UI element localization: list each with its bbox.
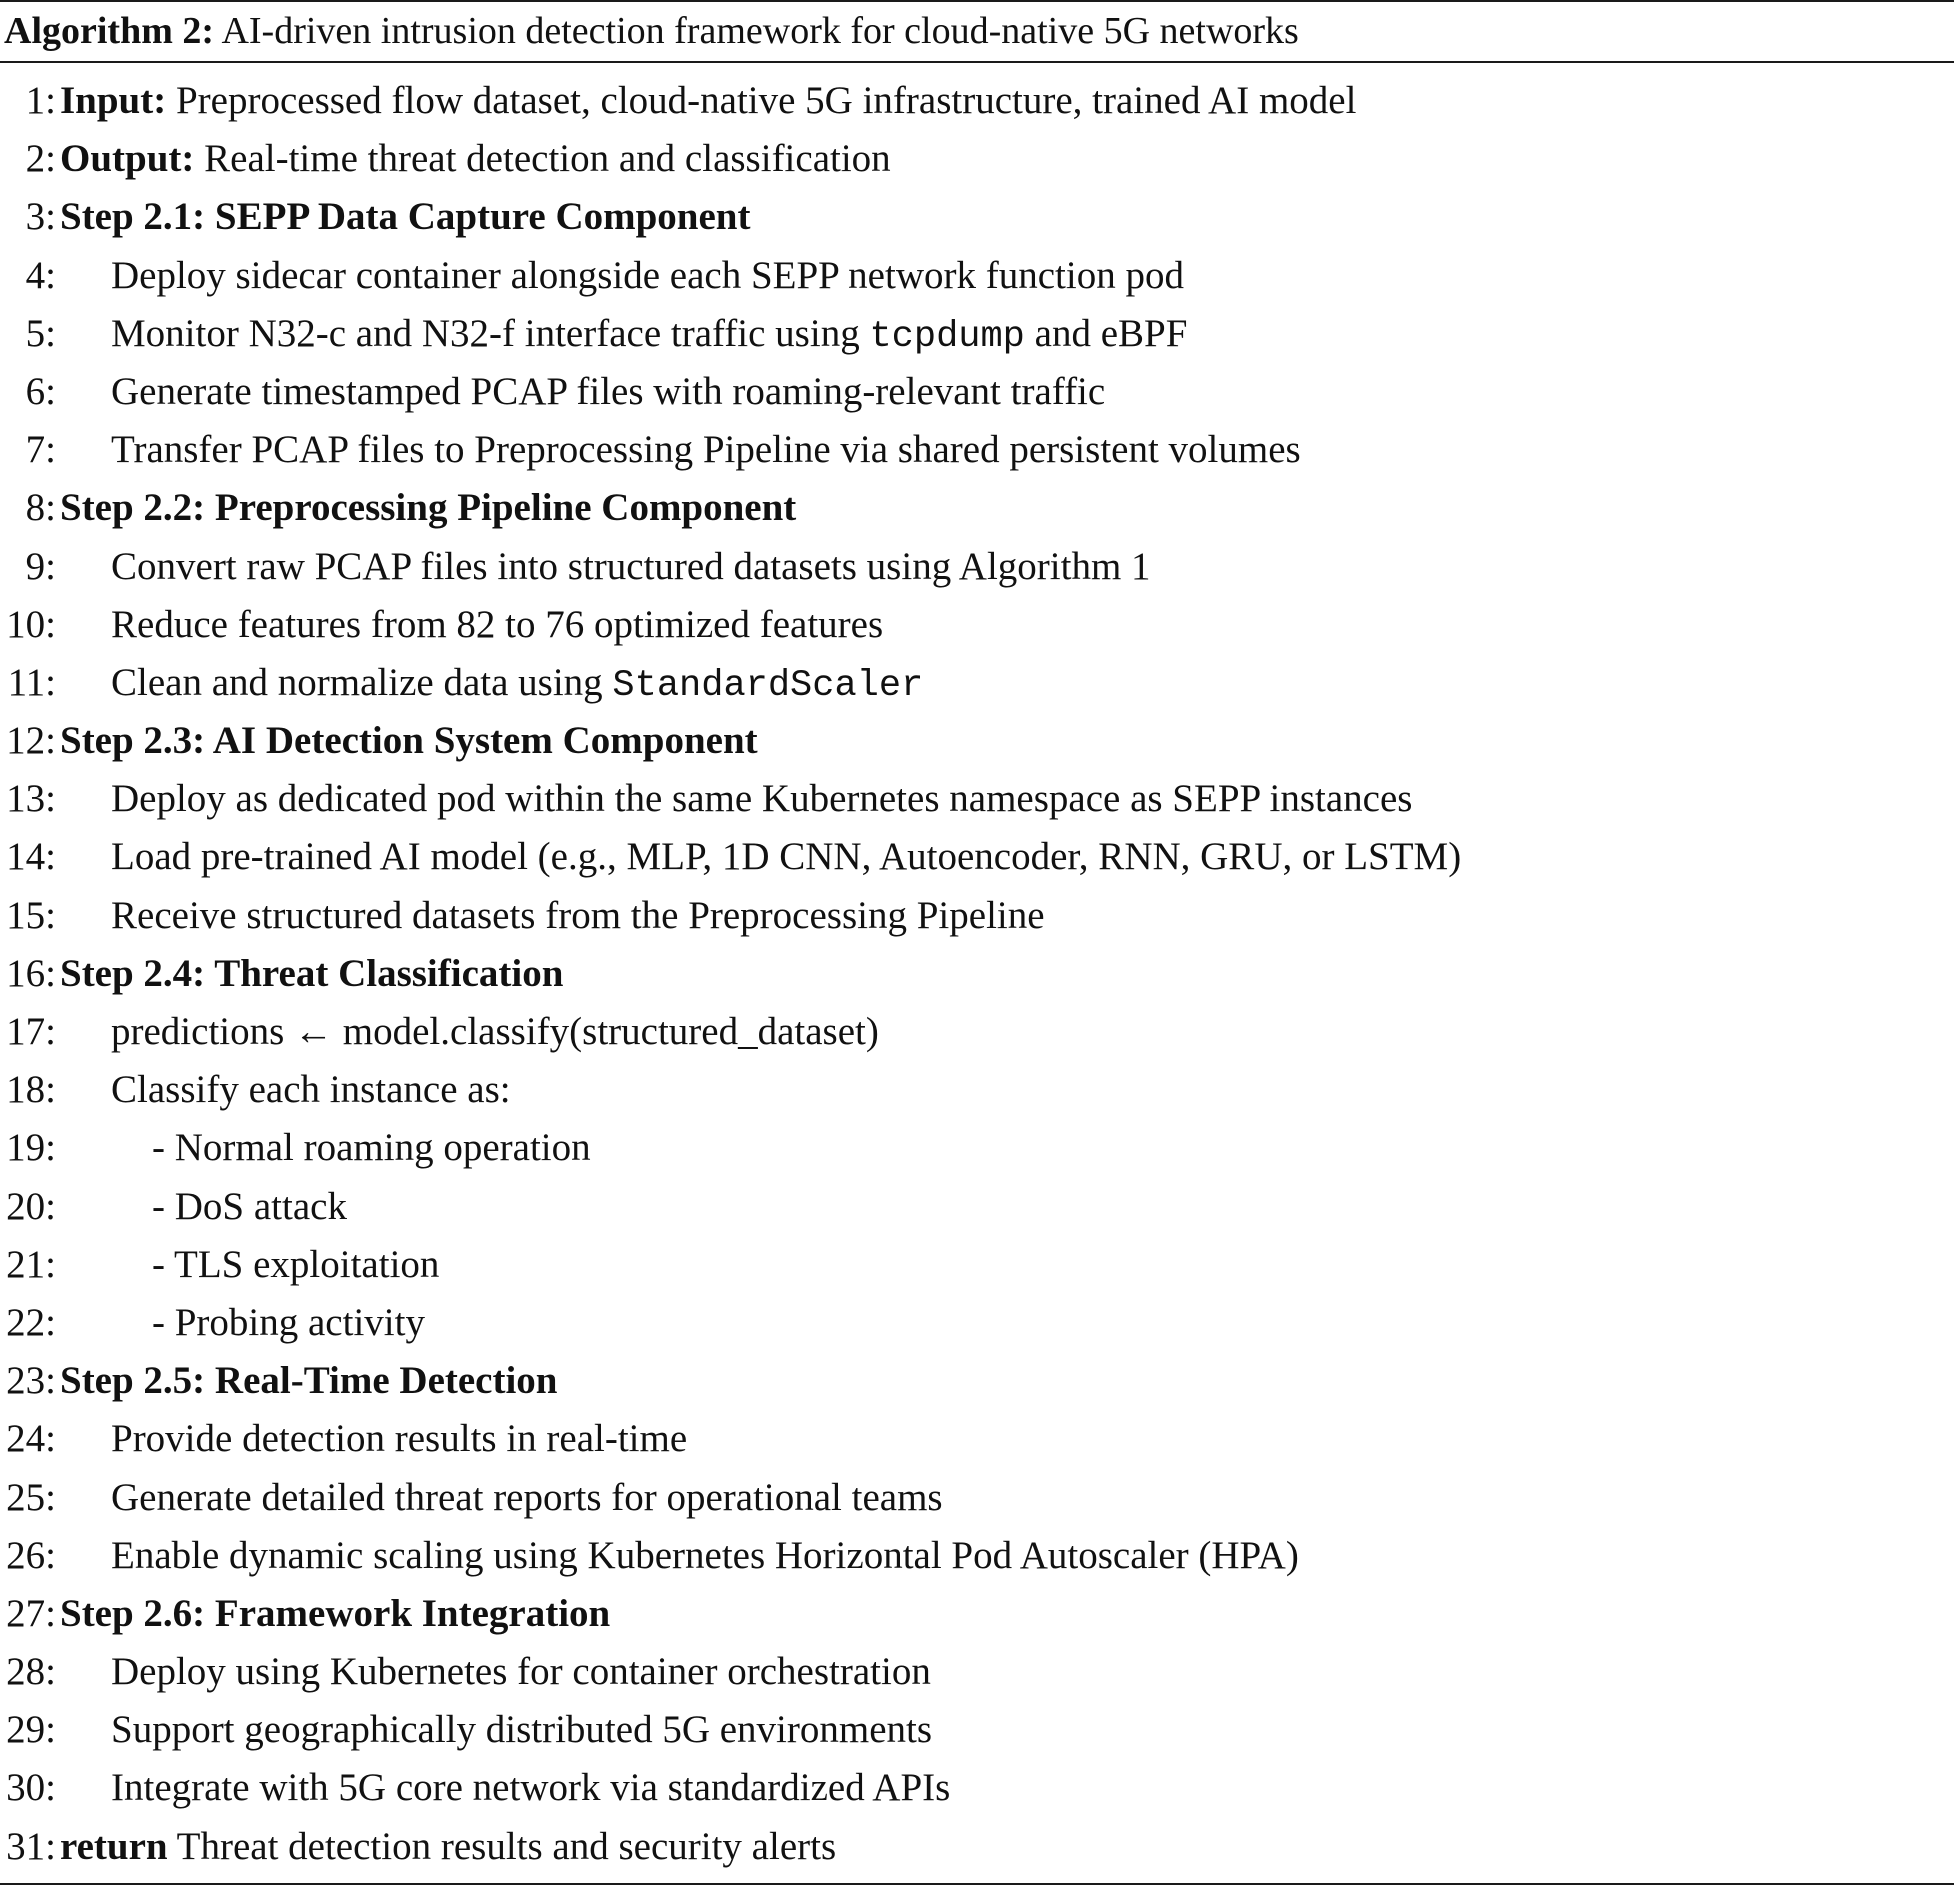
algorithm-line-8 [0, 479, 1954, 537]
line-number: 15: [6, 893, 56, 937]
step-heading: Step 2.2: Preprocessing Pipeline Component [60, 486, 797, 530]
list-item: - Normal roaming operation [152, 1126, 591, 1170]
algorithm-line-1 [0, 72, 1954, 130]
line-number: 11: [7, 660, 56, 704]
algorithm-title: AI-driven intrusion detection framework for cloud-native 5G networks [221, 10, 1299, 52]
top-rule [0, 0, 1954, 2]
algorithm-line-15 [0, 887, 1954, 945]
keyword: Input: [60, 79, 167, 122]
line-content [60, 945, 563, 1003]
line-text: Real-time threat detection and classification [194, 137, 891, 181]
line-content [60, 712, 758, 770]
algorithm-line-29 [0, 1701, 1954, 1759]
line-content [60, 130, 891, 188]
line-number: 21: [6, 1242, 56, 1286]
algorithm-lines [0, 72, 1954, 1876]
algorithm-line-3 [0, 188, 1954, 246]
algorithm-line-14 [0, 828, 1954, 886]
line-content [60, 1585, 610, 1643]
return-keyword: return [60, 1824, 168, 1868]
algorithm-line-26 [0, 1527, 1954, 1585]
line-number: 8: [25, 486, 56, 530]
algorithm-line-7 [0, 421, 1954, 479]
line-number: 19: [6, 1126, 56, 1170]
algorithm-line-20 [0, 1178, 1954, 1236]
line-text: Deploy as dedicated pod within the same Kubernetes namespace as SEPP instances [111, 777, 1413, 821]
line-number: 31: [6, 1824, 56, 1868]
bottom-rule [0, 1883, 1954, 1885]
algorithm-line-13 [0, 770, 1954, 828]
line-text: Generate detailed threat reports for operational teams [111, 1475, 943, 1519]
algorithm-line-22 [0, 1294, 1954, 1352]
line-number: 14: [6, 835, 56, 879]
line-text: predictions ← model.classify(structured_dataset) [111, 1010, 879, 1053]
line-number: 29: [6, 1708, 56, 1752]
line-text: Receive structured datasets from the Preprocessing Pipeline [111, 893, 1045, 937]
line-text: Convert raw PCAP files into structured datasets using Algorithm 1 [111, 544, 1151, 588]
line-text: Monitor N32-c and N32-f interface traffic using [111, 311, 870, 355]
algorithm-line-25 [0, 1469, 1954, 1527]
line-text: Transfer PCAP files to Preprocessing Pipeline via shared persistent volumes [111, 428, 1301, 472]
line-number: 25: [6, 1475, 56, 1519]
line-number: 18: [6, 1068, 56, 1112]
line-number: 26: [6, 1533, 56, 1577]
step-heading: Step 2.5: Real-Time Detection [60, 1359, 558, 1403]
line-number: 28: [6, 1650, 56, 1694]
algorithm-line-5 [0, 305, 1954, 363]
line-text: Threat detection results and security alerts [167, 1824, 837, 1868]
line-number: 3: [25, 195, 56, 239]
algorithm-line-10 [0, 596, 1954, 654]
algorithm-label: Algorithm 2: [4, 10, 215, 52]
step-heading: Step 2.1: SEPP Data Capture Component [60, 195, 751, 239]
code-token: tcpdump [869, 315, 1025, 358]
line-text: Clean and normalize data using [111, 660, 613, 704]
algorithm-line-27 [0, 1585, 1954, 1643]
algorithm-line-21 [0, 1236, 1954, 1294]
line-text: Generate timestamped PCAP files with roaming-relevant traffic [111, 369, 1106, 413]
line-text: Load pre-trained AI model (e.g., MLP, 1D CNN, Autoencoder, RNN, GRU, or LSTM) [111, 835, 1462, 879]
algorithm-line-6 [0, 363, 1954, 421]
algorithm-line-4 [0, 247, 1954, 305]
algorithm-line-19 [0, 1119, 1954, 1177]
line-number: 22: [6, 1300, 56, 1344]
line-text: Provide detection results in real-time [111, 1417, 688, 1461]
line-number: 13: [6, 777, 56, 821]
step-heading: Step 2.6: Framework Integration [60, 1591, 611, 1635]
line-content [60, 72, 1356, 130]
line-number: 24: [6, 1417, 56, 1461]
line-number: 30: [6, 1766, 56, 1810]
line-text-after: and eBPF [1024, 311, 1188, 355]
algorithm-line-30 [0, 1759, 1954, 1817]
algorithm-line-16 [0, 945, 1954, 1003]
line-number: 5: [25, 311, 56, 355]
line-text: Deploy using Kubernetes for container orchestration [111, 1650, 931, 1694]
line-text: Enable dynamic scaling using Kubernetes Horizontal Pod Autoscaler (HPA) [111, 1533, 1299, 1577]
line-text: Integrate with 5G core network via standardized APIs [111, 1766, 951, 1810]
line-content [111, 305, 1187, 366]
code-token: StandardScaler [612, 664, 924, 707]
algorithm-line-18 [0, 1061, 1954, 1119]
caption-rule [0, 61, 1954, 63]
line-text: Preprocessed flow dataset, cloud-native 5G infrastructure, trained AI model [166, 79, 1357, 122]
line-number: 27: [6, 1591, 56, 1635]
line-number: 7: [25, 428, 56, 472]
line-content [111, 654, 923, 715]
line-number: 23: [6, 1359, 56, 1403]
algorithm-caption [4, 6, 1299, 56]
line-text: Deploy sidecar container alongside each SEPP network function pod [111, 253, 1184, 297]
list-item: - Probing activity [152, 1300, 425, 1344]
algorithm-line-9 [0, 538, 1954, 596]
list-item: - TLS exploitation [152, 1242, 440, 1286]
algorithm-line-17 [0, 1003, 1954, 1061]
line-content [60, 1818, 836, 1876]
line-number: 6: [25, 369, 56, 413]
algorithm-line-11 [0, 654, 1954, 712]
line-number: 2: [25, 137, 56, 181]
line-number: 12: [6, 719, 56, 763]
line-number: 1: [25, 79, 56, 122]
line-content [60, 1352, 558, 1410]
line-text: Classify each instance as: [111, 1068, 511, 1112]
list-item: - DoS attack [152, 1184, 347, 1228]
step-heading: Step 2.3: AI Detection System Component [60, 719, 758, 763]
algorithm-line-31 [0, 1818, 1954, 1876]
step-heading: Step 2.4: Threat Classification [60, 951, 564, 995]
algorithm-line-24 [0, 1410, 1954, 1468]
line-content [60, 479, 796, 537]
line-number: 9: [25, 544, 56, 588]
line-number: 10: [6, 602, 56, 646]
line-text: Support geographically distributed 5G environments [111, 1708, 933, 1752]
algorithm-line-28 [0, 1643, 1954, 1701]
algorithm-line-2 [0, 130, 1954, 188]
line-number: 17: [6, 1010, 56, 1053]
line-text: Reduce features from 82 to 76 optimized features [111, 602, 884, 646]
line-number: 4: [25, 253, 56, 297]
line-number: 20: [6, 1184, 56, 1228]
algorithm-line-12 [0, 712, 1954, 770]
line-number: 16: [6, 951, 56, 995]
algorithm-line-23 [0, 1352, 1954, 1410]
line-content [60, 188, 750, 246]
keyword: Output: [60, 137, 195, 181]
